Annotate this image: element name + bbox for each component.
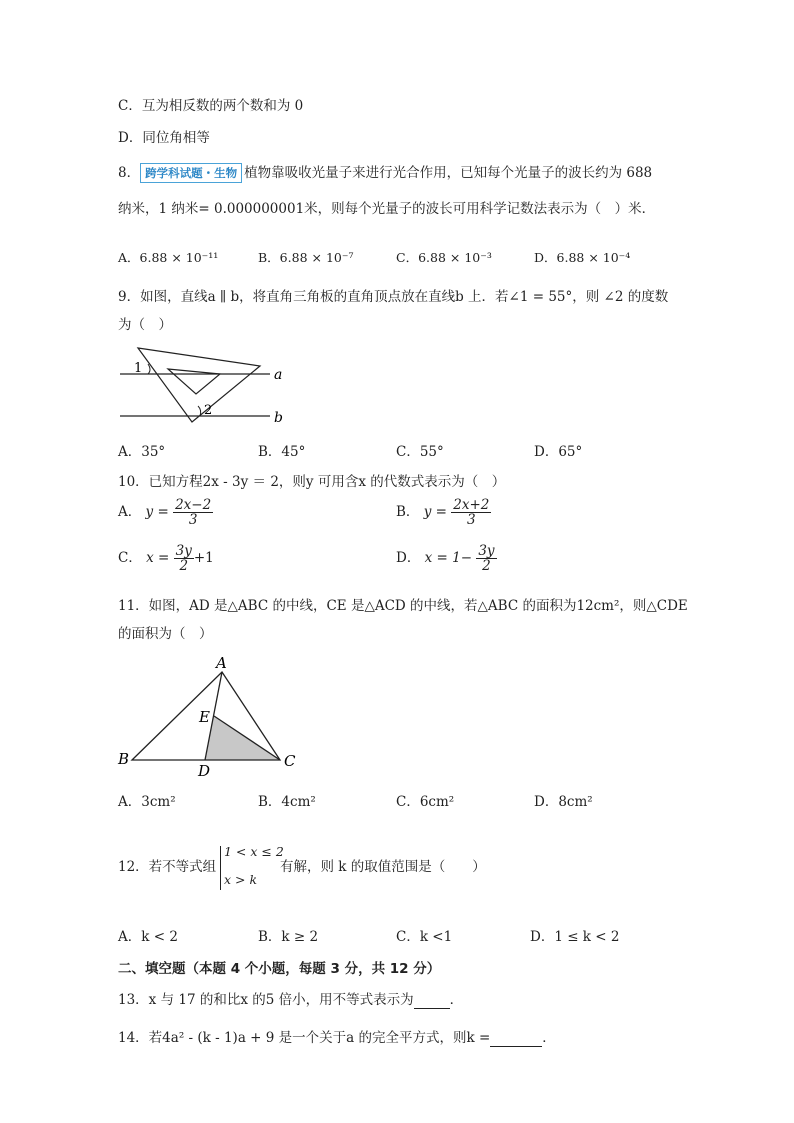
q10-option-c (118, 544, 214, 573)
q10-a-lhs: y = (145, 504, 169, 520)
q12-system-line1: 1 < x ≤ 2 (224, 844, 284, 859)
q10-a-label: A． (118, 504, 142, 520)
q14-end: ． (542, 1030, 556, 1046)
q9-figure (110, 340, 290, 430)
q10-option-b (396, 498, 491, 527)
q12-option-c: C．k <1 (396, 929, 453, 945)
q12-option-d: D．1 ≤ k < 2 (530, 929, 620, 945)
q9-option-c: C．55° (396, 444, 444, 460)
q11-figure (110, 650, 310, 780)
q10-b-label: B． (396, 504, 420, 520)
q10-c-lhs: x = (146, 550, 170, 566)
q8-option-b: B．6.88 × 10⁻⁷ (258, 250, 354, 265)
angle-1-arc (148, 364, 150, 374)
q7-option-c: C．互为相反数的两个数和为 0 (118, 98, 304, 114)
q14 (118, 1026, 556, 1047)
q8-option-a: A．6.88 × 10⁻¹¹ (118, 250, 219, 265)
label-1: 1 (134, 361, 143, 376)
q10-option-d (396, 544, 497, 573)
q13-answer-blank[interactable] (414, 992, 450, 1009)
q14-answer-blank[interactable] (490, 1030, 542, 1047)
q11-option-a: A．3cm² (118, 794, 176, 810)
q8-line1 (118, 161, 652, 183)
q14-text: 14．若4a² - (k - 1)a + 9 是一个关于a 的完全平方式，则k = (118, 1030, 491, 1046)
q8-option-d: D．6.88 × 10⁻⁴ (534, 250, 631, 265)
q7-option-d: D．同位角相等 (118, 130, 210, 146)
q10-a-fraction: $\frac{2x-2}{3}$ (175, 497, 212, 528)
q10-option-a (118, 498, 213, 527)
q10-d-lhs: x = 1− (424, 550, 473, 566)
q8-text: 植物靠吸收光量子来进行光合作用，已知每个光量子的波长约为 688 (244, 165, 653, 181)
q10-b-lhs: y = (423, 504, 447, 520)
q10-stem: 10．已知方程2x - 3y ＝ 2，则y 可用含x 的代数式表示为（ ） (118, 474, 506, 490)
triangle-ruler-inner (168, 369, 220, 394)
q12-system-brace (220, 846, 222, 890)
label-C: C (284, 752, 296, 770)
q12-pre: 12．若不等式组 (118, 859, 217, 875)
q10-c-fraction: $\frac{3y}{2}$ (175, 543, 192, 574)
label-a: a (274, 367, 283, 383)
q11-option-b: B．4cm² (258, 794, 316, 810)
label-D: D (198, 762, 211, 780)
q12-post: 有解，则 k 的取值范围是（ ） (280, 859, 486, 875)
q12-option-a: A．k < 2 (118, 929, 178, 945)
q10-c-tail: +1 (193, 550, 214, 566)
q10-c-label: C． (118, 550, 142, 566)
q9-option-b: B．45° (258, 444, 306, 460)
q11-line1: 11．如图，AD 是△ABC 的中线，CE 是△ACD 的中线，若△ABC 的面积为12cm²，则△CDE (118, 598, 688, 614)
q11-line2: 的面积为（ ） (118, 626, 213, 642)
label-E: E (199, 708, 210, 726)
q8-line2: 纳米，1 纳米= 0.000000001米，则每个光量子的波长可用科学记数法表示为（ ）米． (118, 201, 656, 217)
q11-option-d: D．8cm² (534, 794, 593, 810)
q10-b-fraction: $\frac{2x+2}{3}$ (453, 497, 490, 528)
label-B: B (118, 750, 130, 768)
shaded-triangle-cde (205, 716, 280, 760)
q13 (118, 988, 463, 1009)
q12-system-line2: x > k (224, 872, 258, 887)
q9-line1: 9．如图，直线a ∥ b，将直角三角板的直角顶点放在直线b 上．若∠1 = 55°，则 ∠2 的度数 (118, 289, 669, 305)
triangle-ruler-outer (138, 348, 260, 422)
q8-number: 8． (118, 165, 141, 181)
q10-d-label: D． (396, 550, 421, 566)
angle-2-arc (198, 406, 201, 416)
q8-subject-tag: 跨学科试题・生物 (140, 163, 242, 183)
section-2-title: 二、填空题（本题 4 个小题，每题 3 分，共 12 分） (118, 961, 441, 977)
q9-option-d: D．65° (534, 444, 583, 460)
q13-end: ． (449, 992, 464, 1008)
q10-d-fraction: $\frac{3y}{2}$ (478, 543, 495, 574)
q9-option-a: A．35° (118, 444, 166, 460)
label-A: A (216, 654, 227, 672)
q8-option-c: C．6.88 × 10⁻³ (396, 250, 492, 265)
q12-option-b: B．k ≥ 2 (258, 929, 319, 945)
label-b: b (274, 410, 283, 426)
q13-text: 13．x 与 17 的和比x 的5 倍小，用不等式表示为 (118, 992, 414, 1008)
q11-option-c: C．6cm² (396, 794, 455, 810)
q9-line2: 为（ ） (118, 317, 172, 333)
label-2: 2 (204, 403, 213, 418)
